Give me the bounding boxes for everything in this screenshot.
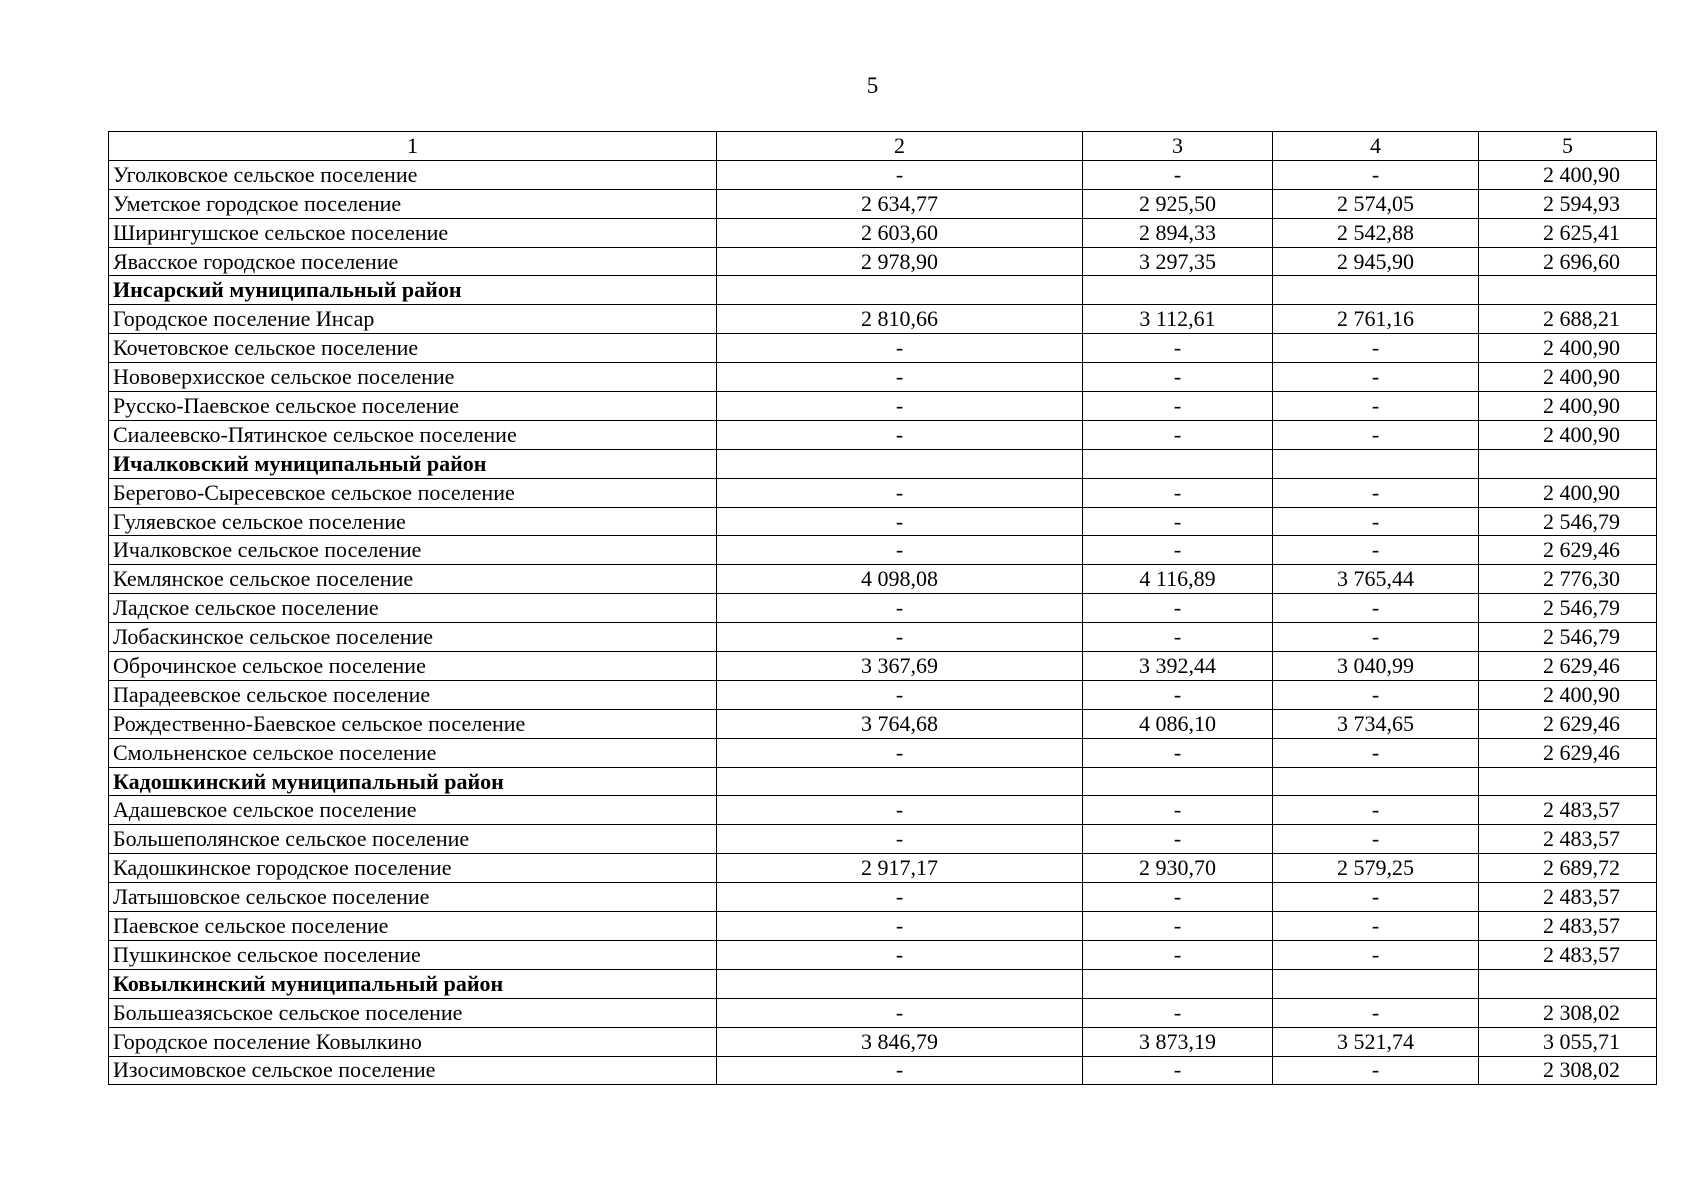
value-cell-col-3: 3 112,61 (1083, 305, 1273, 334)
value-cell-col-3 (1083, 969, 1273, 998)
table-row (109, 160, 1657, 189)
value-cell-col-3: 4 116,89 (1083, 565, 1273, 594)
value-cell-col-2: - (717, 738, 1083, 767)
table-row (109, 738, 1657, 767)
value-cell-col-3: - (1083, 825, 1273, 854)
value-cell-col-5: 2 483,57 (1479, 825, 1657, 854)
table-row (109, 825, 1657, 854)
district-name: Ичалковский муниципальный район (109, 449, 717, 478)
value-cell-col-5: 2 400,90 (1479, 420, 1657, 449)
value-cell-col-2: - (717, 998, 1083, 1027)
table-row (109, 536, 1657, 565)
value-cell-col-2 (717, 969, 1083, 998)
value-cell-col-2: 2 634,77 (717, 189, 1083, 218)
settlement-name: Гуляевское сельское поселение (109, 507, 717, 536)
district-row (109, 767, 1657, 796)
settlement-name: Уметское городское поселение (109, 189, 717, 218)
value-cell-col-5: 2 546,79 (1479, 623, 1657, 652)
value-cell-col-3: 4 086,10 (1083, 709, 1273, 738)
value-cell-col-4: 3 040,99 (1273, 652, 1479, 681)
district-name: Ковылкинский муниципальный район (109, 969, 717, 998)
value-cell-col-3: - (1083, 594, 1273, 623)
value-cell-col-2: - (717, 940, 1083, 969)
settlement-name: Явасское городское поселение (109, 247, 717, 276)
value-cell-col-4: - (1273, 912, 1479, 941)
tariff-table (108, 131, 1657, 1085)
value-cell-col-2 (717, 449, 1083, 478)
value-cell-col-5: 2 629,46 (1479, 536, 1657, 565)
column-header-2: 2 (717, 132, 1083, 161)
value-cell-col-4: - (1273, 536, 1479, 565)
value-cell-col-4: - (1273, 594, 1479, 623)
value-cell-col-5: 2 400,90 (1479, 478, 1657, 507)
value-cell-col-3: - (1083, 334, 1273, 363)
value-cell-col-5: 2 483,57 (1479, 912, 1657, 941)
value-cell-col-5: 2 400,90 (1479, 363, 1657, 392)
value-cell-col-2: 2 603,60 (717, 218, 1083, 247)
value-cell-col-2: - (717, 392, 1083, 421)
value-cell-col-5: 2 594,93 (1479, 189, 1657, 218)
settlement-name: Сиалеевско-Пятинское сельское поселение (109, 420, 717, 449)
settlement-name: Пушкинское сельское поселение (109, 940, 717, 969)
column-header-1: 1 (109, 132, 717, 161)
value-cell-col-5: 2 546,79 (1479, 594, 1657, 623)
value-cell-col-2: 3 367,69 (717, 652, 1083, 681)
settlement-name: Кадошкинское городское поселение (109, 854, 717, 883)
settlement-name: Рождественно-Баевское сельское поселение (109, 709, 717, 738)
value-cell-col-4: - (1273, 738, 1479, 767)
value-cell-col-2: - (717, 536, 1083, 565)
value-cell-col-4 (1273, 449, 1479, 478)
table-row (109, 247, 1657, 276)
table-row (109, 218, 1657, 247)
value-cell-col-3 (1083, 276, 1273, 305)
value-cell-col-4: 2 574,05 (1273, 189, 1479, 218)
table-row (109, 912, 1657, 941)
table-row (109, 680, 1657, 709)
value-cell-col-4: - (1273, 883, 1479, 912)
settlement-name: Оброчинское сельское поселение (109, 652, 717, 681)
value-cell-col-2: - (717, 825, 1083, 854)
value-cell-col-5: 2 308,02 (1479, 998, 1657, 1027)
value-cell-col-4: - (1273, 680, 1479, 709)
value-cell-col-5 (1479, 969, 1657, 998)
settlement-name: Ичалковское сельское поселение (109, 536, 717, 565)
value-cell-col-4: - (1273, 160, 1479, 189)
value-cell-col-2 (717, 276, 1083, 305)
table-row (109, 363, 1657, 392)
settlement-name: Изосимовское сельское поселение (109, 1056, 717, 1085)
settlement-name: Латышовское сельское поселение (109, 883, 717, 912)
value-cell-col-2: - (717, 623, 1083, 652)
value-cell-col-3: 3 297,35 (1083, 247, 1273, 276)
value-cell-col-2: - (717, 883, 1083, 912)
value-cell-col-5: 2 688,21 (1479, 305, 1657, 334)
value-cell-col-2: 4 098,08 (717, 565, 1083, 594)
value-cell-col-3: - (1083, 912, 1273, 941)
table-row (109, 854, 1657, 883)
table-row (109, 334, 1657, 363)
value-cell-col-5: 2 483,57 (1479, 883, 1657, 912)
value-cell-col-4: 2 579,25 (1273, 854, 1479, 883)
value-cell-col-3 (1083, 449, 1273, 478)
settlement-name: Городское поселение Ковылкино (109, 1027, 717, 1056)
value-cell-col-3: - (1083, 738, 1273, 767)
settlement-name: Ладское сельское поселение (109, 594, 717, 623)
value-cell-col-2: - (717, 420, 1083, 449)
value-cell-col-4 (1273, 276, 1479, 305)
column-header-3: 3 (1083, 132, 1273, 161)
settlement-name: Парадеевское сельское поселение (109, 680, 717, 709)
value-cell-col-2: - (717, 680, 1083, 709)
table-row (109, 623, 1657, 652)
value-cell-col-4: 2 761,16 (1273, 305, 1479, 334)
table-row (109, 305, 1657, 334)
settlement-name: Адашевское сельское поселение (109, 796, 717, 825)
value-cell-col-2: - (717, 334, 1083, 363)
value-cell-col-3: - (1083, 680, 1273, 709)
value-cell-col-2: 2 978,90 (717, 247, 1083, 276)
value-cell-col-4: - (1273, 478, 1479, 507)
value-cell-col-4: - (1273, 363, 1479, 392)
value-cell-col-2 (717, 767, 1083, 796)
value-cell-col-5: 2 483,57 (1479, 940, 1657, 969)
value-cell-col-3: - (1083, 998, 1273, 1027)
table-row (109, 940, 1657, 969)
value-cell-col-4 (1273, 767, 1479, 796)
value-cell-col-3: - (1083, 160, 1273, 189)
value-cell-col-4: 3 765,44 (1273, 565, 1479, 594)
value-cell-col-3: - (1083, 478, 1273, 507)
value-cell-col-5 (1479, 767, 1657, 796)
value-cell-col-5 (1479, 276, 1657, 305)
table-row (109, 420, 1657, 449)
value-cell-col-3: - (1083, 536, 1273, 565)
value-cell-col-2: - (717, 796, 1083, 825)
settlement-name: Большеполянское сельское поселение (109, 825, 717, 854)
value-cell-col-5: 2 400,90 (1479, 392, 1657, 421)
value-cell-col-2: - (717, 160, 1083, 189)
settlement-name: Берегово-Сыресевское сельское поселение (109, 478, 717, 507)
value-cell-col-3: - (1083, 883, 1273, 912)
value-cell-col-2: 2 917,17 (717, 854, 1083, 883)
settlement-name: Смольненское сельское поселение (109, 738, 717, 767)
value-cell-col-3 (1083, 767, 1273, 796)
district-row (109, 449, 1657, 478)
value-cell-col-5: 2 696,60 (1479, 247, 1657, 276)
value-cell-col-4: 2 945,90 (1273, 247, 1479, 276)
settlement-name: Большеазясьское сельское поселение (109, 998, 717, 1027)
page-number: 5 (866, 73, 879, 98)
value-cell-col-5 (1479, 449, 1657, 478)
table-row (109, 998, 1657, 1027)
value-cell-col-4: - (1273, 392, 1479, 421)
value-cell-col-3: 2 925,50 (1083, 189, 1273, 218)
value-cell-col-2: - (717, 507, 1083, 536)
value-cell-col-5: 2 625,41 (1479, 218, 1657, 247)
table-body (109, 160, 1657, 1085)
value-cell-col-4: - (1273, 1056, 1479, 1085)
value-cell-col-5: 2 400,90 (1479, 160, 1657, 189)
value-cell-col-5: 2 689,72 (1479, 854, 1657, 883)
value-cell-col-4: - (1273, 825, 1479, 854)
value-cell-col-3: - (1083, 392, 1273, 421)
column-header-5: 5 (1479, 132, 1657, 161)
value-cell-col-2: 2 810,66 (717, 305, 1083, 334)
table-row (109, 796, 1657, 825)
district-name: Инсарский муниципальный район (109, 276, 717, 305)
value-cell-col-4: 2 542,88 (1273, 218, 1479, 247)
table-row (109, 1056, 1657, 1085)
value-cell-col-5: 2 400,90 (1479, 334, 1657, 363)
table-row (109, 189, 1657, 218)
settlement-name: Русско-Паевское сельское поселение (109, 392, 717, 421)
value-cell-col-3: - (1083, 363, 1273, 392)
settlement-name: Городское поселение Инсар (109, 305, 717, 334)
table-row (109, 652, 1657, 681)
value-cell-col-3: - (1083, 623, 1273, 652)
column-header-4: 4 (1273, 132, 1479, 161)
value-cell-col-2: - (717, 363, 1083, 392)
value-cell-col-4: - (1273, 998, 1479, 1027)
value-cell-col-4: 3 521,74 (1273, 1027, 1479, 1056)
value-cell-col-2: - (717, 1056, 1083, 1085)
value-cell-col-4: - (1273, 420, 1479, 449)
table-row (109, 709, 1657, 738)
value-cell-col-4: - (1273, 334, 1479, 363)
value-cell-col-4 (1273, 969, 1479, 998)
district-row (109, 276, 1657, 305)
value-cell-col-5: 2 546,79 (1479, 507, 1657, 536)
district-name: Кадошкинский муниципальный район (109, 767, 717, 796)
value-cell-col-4: - (1273, 940, 1479, 969)
value-cell-col-4: - (1273, 796, 1479, 825)
settlement-name: Кемлянское сельское поселение (109, 565, 717, 594)
table-row (109, 1027, 1657, 1056)
value-cell-col-5: 3 055,71 (1479, 1027, 1657, 1056)
value-cell-col-3: - (1083, 1056, 1273, 1085)
value-cell-col-4: 3 734,65 (1273, 709, 1479, 738)
value-cell-col-2: - (717, 478, 1083, 507)
value-cell-col-3: 3 873,19 (1083, 1027, 1273, 1056)
value-cell-col-5: 2 308,02 (1479, 1056, 1657, 1085)
settlement-name: Лобаскинское сельское поселение (109, 623, 717, 652)
value-cell-col-2: 3 846,79 (717, 1027, 1083, 1056)
settlement-name: Уголковское сельское поселение (109, 160, 717, 189)
table-row (109, 565, 1657, 594)
value-cell-col-3: - (1083, 420, 1273, 449)
settlement-name: Нововерхисское сельское поселение (109, 363, 717, 392)
value-cell-col-5: 2 400,90 (1479, 680, 1657, 709)
district-row (109, 969, 1657, 998)
table-header (109, 132, 1657, 161)
value-cell-col-5: 2 629,46 (1479, 709, 1657, 738)
value-cell-col-2: - (717, 912, 1083, 941)
value-cell-col-3: 3 392,44 (1083, 652, 1273, 681)
value-cell-col-3: 2 894,33 (1083, 218, 1273, 247)
value-cell-col-4: - (1273, 507, 1479, 536)
value-cell-col-2: - (717, 594, 1083, 623)
column-number-row (109, 132, 1657, 161)
settlement-name: Ширингушское сельское поселение (109, 218, 717, 247)
settlement-name: Паевское сельское поселение (109, 912, 717, 941)
settlement-name: Кочетовское сельское поселение (109, 334, 717, 363)
table-row (109, 507, 1657, 536)
value-cell-col-3: 2 930,70 (1083, 854, 1273, 883)
value-cell-col-3: - (1083, 507, 1273, 536)
value-cell-col-4: - (1273, 623, 1479, 652)
table-row (109, 392, 1657, 421)
value-cell-col-3: - (1083, 940, 1273, 969)
value-cell-col-5: 2 776,30 (1479, 565, 1657, 594)
table-row (109, 594, 1657, 623)
table-row (109, 478, 1657, 507)
value-cell-col-5: 2 629,46 (1479, 738, 1657, 767)
value-cell-col-3: - (1083, 796, 1273, 825)
value-cell-col-5: 2 483,57 (1479, 796, 1657, 825)
table-row (109, 883, 1657, 912)
value-cell-col-5: 2 629,46 (1479, 652, 1657, 681)
value-cell-col-2: 3 764,68 (717, 709, 1083, 738)
